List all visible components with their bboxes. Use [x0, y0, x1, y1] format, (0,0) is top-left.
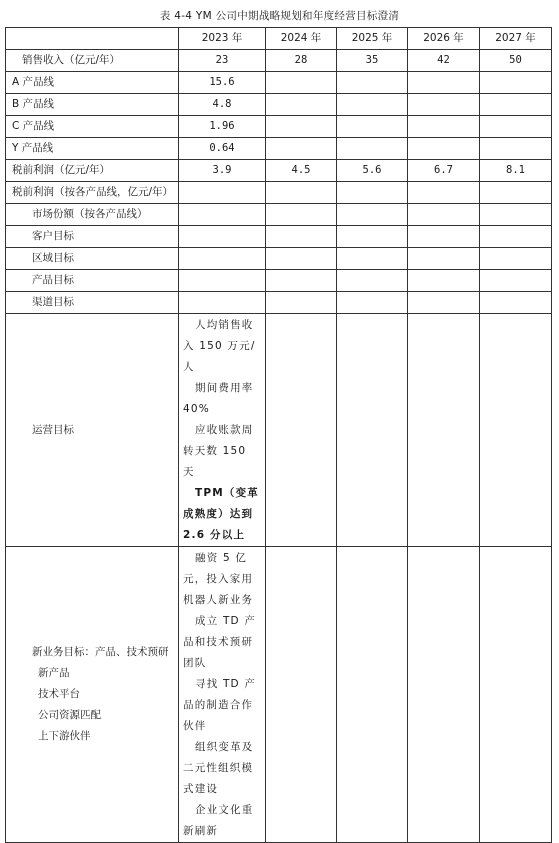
cell-line-c-2025	[337, 116, 408, 138]
cell-customer-2026	[408, 226, 480, 248]
cell-sales-2027: 50	[480, 50, 552, 72]
cell-region-2024	[266, 248, 337, 270]
cell-market-share-2025	[337, 204, 408, 226]
cell-product-2025	[337, 270, 408, 292]
header-year-2024: 2024 年	[266, 28, 337, 50]
cell-product-2023	[179, 270, 266, 292]
row-label-profit: 税前利润（亿元/年）	[6, 160, 179, 182]
new-business-item-partners: 上下游伙伴	[38, 730, 91, 742]
header-corner-cell	[6, 28, 179, 50]
header-year-2026: 2026 年	[408, 28, 480, 50]
row-product	[6, 270, 552, 292]
cell-line-b-2027	[480, 94, 552, 116]
row-profit-by-line	[6, 182, 552, 204]
row-line-b	[6, 94, 552, 116]
cell-new-business-2024	[266, 547, 337, 843]
cell-region-2026	[408, 248, 480, 270]
cell-channel-2024	[266, 292, 337, 314]
row-label-customer: 客户目标	[6, 226, 179, 248]
cell-profit-2023: 3.9	[179, 160, 266, 182]
cell-profit-2026: 6.7	[408, 160, 480, 182]
row-label-profit-by-line: 税前利润（按各产品线，亿元/年）	[6, 182, 179, 204]
cell-line-y-2024	[266, 138, 337, 160]
row-label-line-a: A 产品线	[6, 72, 179, 94]
cell-line-y-2025	[337, 138, 408, 160]
row-label-product: 产品目标	[6, 270, 179, 292]
row-label-line-b: B 产品线	[6, 94, 179, 116]
row-sales	[6, 50, 552, 72]
row-label-operations: 运营目标	[6, 314, 179, 547]
cell-channel-2027	[480, 292, 552, 314]
row-label-region: 区域目标	[6, 248, 179, 270]
operations-note-receivable-days: 应收账款周转天数 150 天	[183, 424, 254, 478]
row-label-line-c: C 产品线	[6, 116, 179, 138]
cell-product-2026	[408, 270, 480, 292]
cell-market-share-2026	[408, 204, 480, 226]
new-business-note-financing: 融资 5 亿元，投入家用机器人新业务	[183, 552, 254, 606]
cell-line-a-2023: 15.6	[179, 72, 266, 94]
cell-line-c-2024	[266, 116, 337, 138]
cell-customer-2027	[480, 226, 552, 248]
cell-line-c-2023: 1.96	[179, 116, 266, 138]
new-business-item-tech-platform: 技术平台	[38, 688, 80, 700]
row-region	[6, 248, 552, 270]
row-profit	[6, 160, 552, 182]
cell-market-share-2023	[179, 204, 266, 226]
cell-profit-by-line-2025	[337, 182, 408, 204]
cell-operations-2023	[179, 314, 266, 547]
new-business-heading: 新业务目标：产品、技术预研	[32, 646, 169, 658]
row-operations	[6, 314, 552, 547]
cell-profit-2024: 4.5	[266, 160, 337, 182]
cell-line-b-2024	[266, 94, 337, 116]
new-business-note-manufacturing-partner: 寻找 TD 产品的制造合作伙伴	[183, 678, 257, 732]
row-line-a	[6, 72, 552, 94]
cell-operations-2025	[337, 314, 408, 547]
cell-new-business-2027	[480, 547, 552, 843]
new-business-item-new-product: 新产品	[38, 667, 70, 679]
operations-note-expense-ratio: 期间费用率 40%	[183, 382, 254, 415]
strategy-goals-table	[5, 27, 552, 843]
header-year-2025: 2025 年	[337, 28, 408, 50]
cell-sales-2025: 35	[337, 50, 408, 72]
cell-line-a-2024	[266, 72, 337, 94]
row-line-c	[6, 116, 552, 138]
cell-profit-by-line-2027	[480, 182, 552, 204]
cell-line-y-2023: 0.64	[179, 138, 266, 160]
cell-profit-by-line-2024	[266, 182, 337, 204]
cell-line-a-2025	[337, 72, 408, 94]
row-label-channel: 渠道目标	[6, 292, 179, 314]
cell-profit-by-line-2023	[179, 182, 266, 204]
cell-line-c-2027	[480, 116, 552, 138]
cell-new-business-2026	[408, 547, 480, 843]
cell-customer-2025	[337, 226, 408, 248]
cell-channel-2025	[337, 292, 408, 314]
cell-line-y-2026	[408, 138, 480, 160]
row-market-share	[6, 204, 552, 226]
cell-new-business-2025	[337, 547, 408, 843]
cell-region-2027	[480, 248, 552, 270]
cell-region-2023	[179, 248, 266, 270]
operations-note-tpm: TPM（变革成熟度）达到 2.6 分以上	[183, 487, 260, 541]
row-label-new-business	[6, 547, 179, 843]
cell-sales-2024: 28	[266, 50, 337, 72]
cell-channel-2023	[179, 292, 266, 314]
header-row	[6, 28, 552, 50]
cell-channel-2026	[408, 292, 480, 314]
row-label-line-y: Y 产品线	[6, 138, 179, 160]
cell-sales-2023: 23	[179, 50, 266, 72]
cell-operations-2026	[408, 314, 480, 547]
cell-profit-2025: 5.6	[337, 160, 408, 182]
cell-market-share-2027	[480, 204, 552, 226]
cell-product-2024	[266, 270, 337, 292]
row-customer	[6, 226, 552, 248]
row-label-market-share: 市场份额（按各产品线）	[6, 204, 179, 226]
cell-profit-2027: 8.1	[480, 160, 552, 182]
cell-customer-2023	[179, 226, 266, 248]
cell-market-share-2024	[266, 204, 337, 226]
cell-line-c-2026	[408, 116, 480, 138]
header-year-2027: 2027 年	[480, 28, 552, 50]
table-caption: 表 4-4 YM 公司中期战略规划和年度经营目标澄清	[159, 10, 400, 22]
cell-customer-2024	[266, 226, 337, 248]
cell-line-b-2025	[337, 94, 408, 116]
cell-new-business-2023	[179, 547, 266, 843]
cell-line-y-2027	[480, 138, 552, 160]
new-business-item-resource-match: 公司资源匹配	[38, 709, 101, 721]
new-business-note-org-change: 组织变革及二元性组织模式建设	[183, 741, 254, 795]
row-label-sales: 销售收入（亿元/年）	[6, 50, 179, 72]
cell-line-b-2026	[408, 94, 480, 116]
new-business-note-culture: 企业文化重新刷新	[183, 804, 254, 837]
cell-region-2025	[337, 248, 408, 270]
cell-product-2027	[480, 270, 552, 292]
cell-operations-2024	[266, 314, 337, 547]
operations-note-revenue-per-capita: 人均销售收入 150 万元/人	[183, 319, 256, 373]
cell-sales-2026: 42	[408, 50, 480, 72]
cell-line-b-2023: 4.8	[179, 94, 266, 116]
header-year-2023: 2023 年	[179, 28, 266, 50]
cell-profit-by-line-2026	[408, 182, 480, 204]
cell-line-a-2027	[480, 72, 552, 94]
row-channel	[6, 292, 552, 314]
row-line-y	[6, 138, 552, 160]
cell-operations-2027	[480, 314, 552, 547]
cell-line-a-2026	[408, 72, 480, 94]
row-new-business	[6, 547, 552, 843]
new-business-note-td-team: 成立 TD 产品和技术预研团队	[183, 615, 257, 669]
